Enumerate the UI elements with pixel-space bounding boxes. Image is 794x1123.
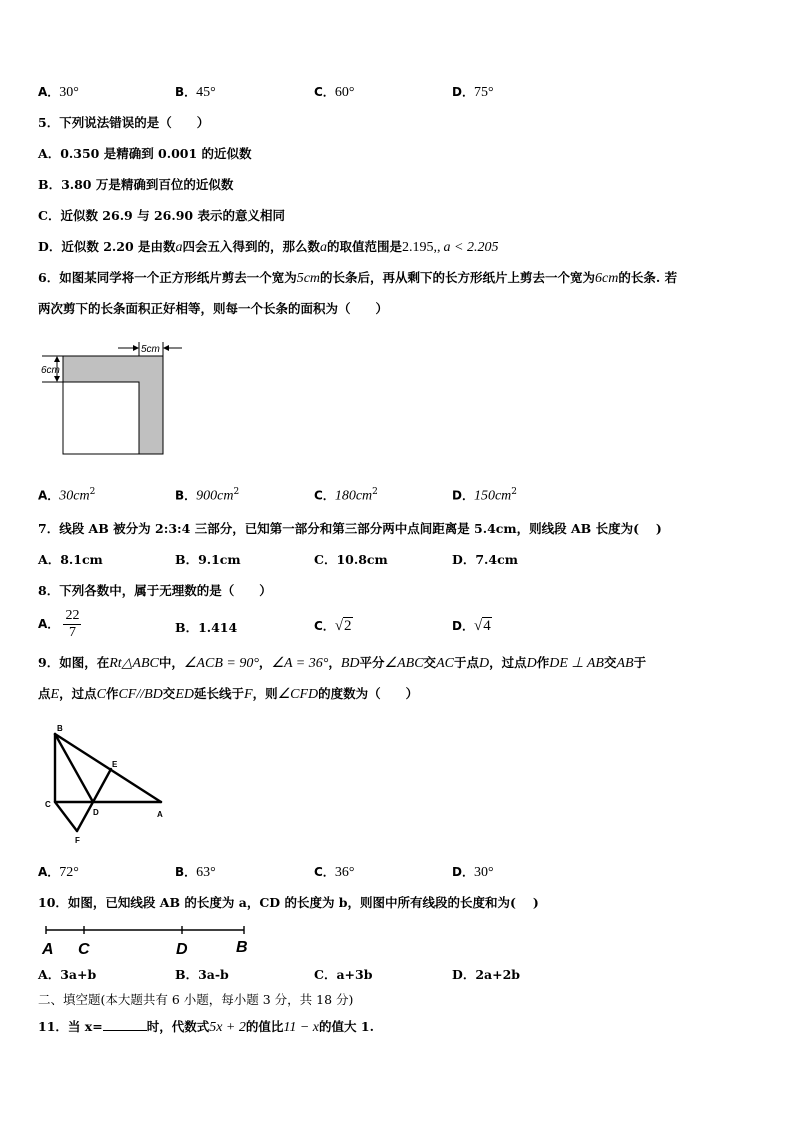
q4-option-a: A．30° [38, 85, 79, 100]
label-C: C [78, 941, 90, 958]
q4-option-d: D．75° [452, 85, 494, 100]
q5-option-b: B．3.80 万是精确到百位的近似数 [38, 177, 234, 192]
section-2-heading: 二、填空题(本大题共有 6 小题，每小题 3 分，共 18 分) [38, 992, 354, 1007]
q7-option-b: B．9.1cm [175, 552, 241, 567]
label-D: D [93, 808, 99, 817]
q8-option-a: A． $\frac{22}{7}$ [38, 608, 80, 640]
q9-option-a: A．72° [38, 865, 79, 880]
label-E: E [112, 760, 118, 769]
q6-stem-line2: 两次剪下的长条面积正好相等，则每一个长条的面积为（ ） [38, 301, 389, 316]
q6-figure [36, 338, 186, 458]
q8-option-d: D．√4 [452, 618, 491, 634]
q10-option-a: A．3a+b [38, 967, 97, 982]
label-6cm: 6cm [41, 365, 60, 376]
q6-option-d: D．$150cm^2$ [452, 487, 518, 504]
label-B: B [236, 939, 248, 956]
q11-stem: 11．当 x= 时，代数式5x + 2的值比11 − x的值大 1. [38, 1019, 374, 1035]
q7-option-a: A．8.1cm [38, 552, 103, 567]
q8-option-b: B．1.414 [175, 620, 238, 635]
q9-option-b: B．63° [175, 865, 216, 880]
q10-stem: 10．如图，已知线段 AB 的长度为 a，CD 的长度为 b，则图中所有线段的长度和为( ) [38, 895, 539, 910]
q6-option-b: B．$900cm^2$ [175, 487, 240, 504]
q5-option-d: D．近似数 2.20 是由数a四会五入得到的，那么数a的取值范围是2.195,, a < 2.205 [38, 239, 499, 255]
answer-blank[interactable] [103, 1018, 147, 1031]
q7-option-d: D．7.4cm [452, 552, 518, 567]
q5-stem: 5．下列说法错误的是（ ） [38, 115, 210, 130]
inner-rectangle [63, 382, 139, 454]
label-5cm: 5cm [141, 344, 160, 355]
label-F: F [75, 836, 80, 845]
label-D: D [176, 941, 188, 958]
q4-option-c: C．60° [314, 85, 355, 100]
fraction-22-over-7: $\frac{22}{7}$ [65, 608, 80, 640]
q8-stem: 8．下列各数中，属于无理数的是（ ） [38, 583, 272, 598]
q6-stem-line1: 6．如图某同学将一个正方形纸片剪去一个宽为5cm的长条后，再从剩下的长方形纸片上剪去一个宽为6cm的长条. 若 [38, 270, 678, 286]
q7-option-c: C．10.8cm [314, 552, 388, 567]
label-C: C [45, 800, 51, 809]
q10-option-c: C．a+3b [314, 967, 373, 982]
q10-option-d: D．2a+2b [452, 967, 521, 982]
q10-figure [38, 922, 258, 962]
q9-stem-line2: 点E，过点C作CF//BD交ED延长线于F，则∠CFD的度数为（ ） [38, 686, 419, 702]
q9-option-d: D．30° [452, 865, 494, 880]
q9-stem-line1: 9．如图，在Rt△ABC中，∠ACB = 90°，∠A = 36°，BD平分∠ABC交AC于点D，过点D作DE ⊥ AB交AB于 [38, 655, 647, 671]
q6-option-c: C．$180cm^2$ [314, 487, 378, 504]
q10-option-b: B．3a-b [175, 967, 229, 982]
label-A: A [157, 810, 163, 819]
q5-option-c: C．近似数 26.9 与 26.90 表示的意义相同 [38, 208, 285, 223]
q9-option-c: C．36° [314, 865, 355, 880]
q6-option-a: A．$30cm^2$ [38, 487, 96, 504]
q8-option-c: C．√2 [314, 618, 352, 634]
q9-figure [38, 722, 170, 846]
q5-option-a: A．0.350 是精确到 0.001 的近似数 [38, 146, 252, 161]
label-A: A [42, 941, 54, 958]
q4-option-b: B．45° [175, 85, 216, 100]
label-B: B [57, 724, 63, 733]
q7-stem: 7．线段 AB 被分为 2:3:4 三部分，已知第一部分和第三部分两中点间距离是 5.4cm，则线段 AB 长度为( ) [38, 521, 662, 536]
